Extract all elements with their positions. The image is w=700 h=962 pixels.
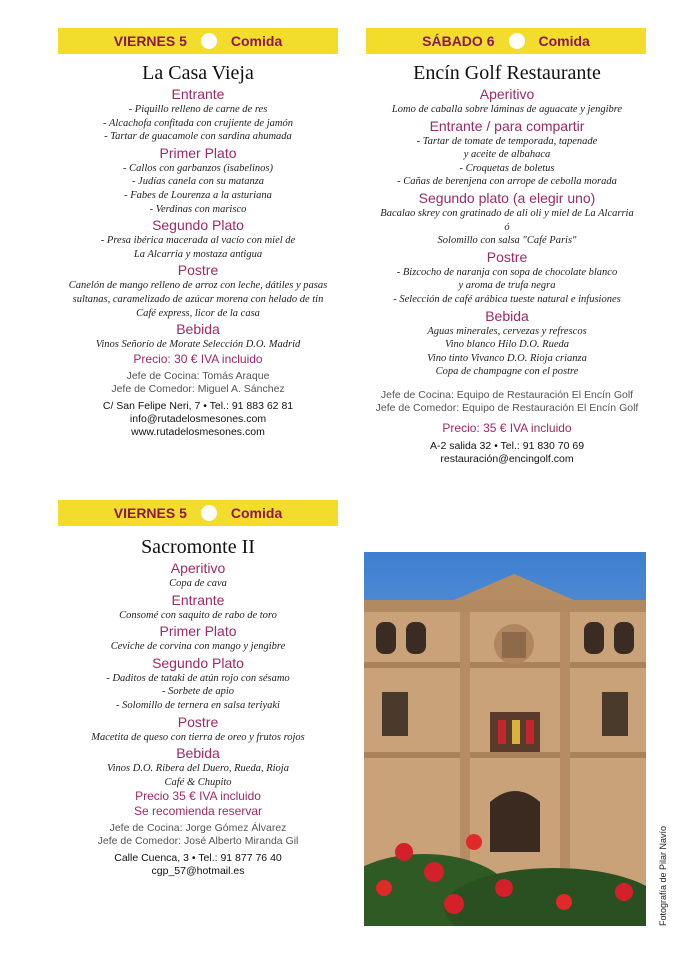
menu-item: sultanas, caramelizado de azúcar morena con helado de tin: [72, 293, 324, 305]
banner-meal: Comida: [230, 33, 283, 49]
dot-icon: [201, 33, 217, 49]
menu-item: Bacalao skrey con gratinado de ali oli y miel de La Alcarria: [380, 207, 634, 219]
menu-item: - Solomillo de ternera en salsa teriyaki: [116, 699, 280, 711]
menu-item: Vinos Señorío de Morate Selección D.O. Madrid: [95, 339, 301, 351]
menu-item: Copa de cava: [169, 578, 227, 589]
menu-sections: [362, 86, 652, 379]
restaurant-title: La Casa Vieja: [142, 62, 254, 84]
banner-day: VIERNES 5: [113, 505, 187, 521]
menu-item: Ceviche de corvina con mango y jengibre: [110, 641, 286, 653]
section-heading: Aperitivo: [479, 86, 535, 102]
banner-viernes-1: [58, 28, 338, 54]
website: www.rutadelosmesones.com: [131, 425, 265, 438]
menu-item: - Cañas de berenjena con arrope de cebolla morada: [397, 176, 617, 188]
menu-item: Vino blanco Hilo D.O. Rueda: [444, 339, 570, 351]
section-heading: Primer Plato: [159, 144, 237, 161]
menu-la-casa-vieja: [58, 62, 338, 439]
building-facade-image: [364, 552, 646, 926]
restaurant-title: Encín Golf Restaurante: [413, 62, 601, 84]
section-heading: Postre: [177, 713, 219, 730]
address-line: Calle Cuenca, 3 • Tel.: 91 877 76 40: [114, 852, 282, 865]
menu-item: - Selección de café arábica tueste natural e infusiones: [393, 293, 621, 305]
section-heading: Bebida: [176, 745, 220, 762]
staff-line: Jefe de Cocina: Equipo de Restauración El Encín Golf: [380, 388, 634, 401]
menu-item: - Sorbete de apio: [161, 686, 235, 698]
reservation-note: Se recomienda reservar: [133, 804, 263, 819]
menu-item: - Bizcocho de naranja con sopa de chocolate blanco: [396, 266, 618, 278]
dot-icon: [201, 505, 217, 521]
menu-item: Macetita de queso con tierra de oreo y frutos rojos: [91, 731, 305, 743]
price: Precio: 30 € IVA incluido: [133, 351, 263, 366]
menu-sections: [58, 86, 338, 352]
menu-item: Café & Chupito: [164, 776, 232, 788]
building-photo: [364, 552, 646, 926]
staff-line: Jefe de Comedor: Miguel A. Sánchez: [111, 382, 285, 395]
address-line: A-2 salida 32 • Tel.: 91 830 70 69: [429, 439, 585, 452]
menu-item: La Alcarria y mostaza antigua: [133, 248, 263, 260]
section-heading: Segundo Plato: [152, 217, 244, 234]
menu-item: - Tartar de tomate de temporada, tapenade: [416, 135, 598, 147]
menu-item: - Callos con garbanzos (isabelinos): [123, 162, 273, 174]
menu-item: ó: [504, 221, 510, 233]
staff-line: Jefe de Cocina: Tomás Araque: [126, 369, 270, 382]
menu-item: Vinos D.O. Ribera del Duero, Rueda, Rioja: [107, 763, 289, 775]
section-heading: Postre: [486, 248, 528, 265]
section-heading: Aperitivo: [170, 560, 226, 576]
banner-sabado: [366, 28, 646, 54]
section-heading: Primer Plato: [159, 623, 237, 640]
menu-item: - Tartar de guacamole con sardina ahumada: [104, 131, 292, 143]
menu-sacromonte-ii: [58, 536, 338, 878]
email: cgp_57@hotmail.es: [151, 865, 245, 878]
staff-line: Jefe de Cocina: Jorge Gómez Álvarez: [109, 822, 287, 835]
price: Precio 35 € IVA incluido: [135, 789, 261, 804]
menu-sections: [58, 560, 338, 789]
address-line: C/ San Felipe Neri, 7 • Tel.: 91 883 62 81: [102, 399, 294, 412]
menu-item: - Judías canela con su matanza: [131, 176, 265, 188]
section-heading: Entrante / para compartir: [429, 117, 585, 134]
menu-item: Solomillo con salsa "Café Paris": [437, 235, 577, 247]
menu-item: - Presa ibérica macerada al vacío con miel de: [100, 235, 296, 247]
menu-item: - Fabes de Lourenza a la asturiana: [124, 189, 272, 201]
staff-line: Jefe de Comedor: Equipo de Restauración El Encín Golf: [375, 401, 639, 414]
menu-item: - Alcachofa confitada con crujiente de jamón: [103, 117, 293, 129]
banner-meal: Comida: [538, 33, 590, 49]
banner-viernes-2: [58, 500, 338, 526]
menu-item: - Daditos de tataki de atún rojo con sésamo: [106, 672, 290, 684]
section-heading: Bebida: [485, 307, 529, 324]
section-heading: Postre: [177, 262, 219, 279]
section-heading: Bebida: [176, 321, 220, 338]
menu-encin-golf: [362, 62, 652, 466]
restaurant-title: Sacromonte II: [141, 536, 255, 558]
menu-item: - Verdinas con marisco: [149, 203, 247, 215]
menu-item: y aceite de albahaca: [463, 149, 551, 161]
banner-day: SÁBADO 6: [422, 33, 495, 49]
menu-item: Lomo de caballa sobre láminas de aguacate y jengibre: [391, 104, 623, 115]
email: info@rutadelosmesones.com: [129, 412, 267, 425]
banner-day: VIERNES 5: [113, 33, 187, 49]
dot-icon: [509, 33, 525, 49]
banner-meal: Comida: [230, 505, 283, 521]
staff-line: Jefe de Comedor: José Alberto Miranda Gil: [97, 835, 299, 848]
menu-item: - Piquillo relleno de carne de res: [128, 104, 268, 115]
menu-item: Aguas minerales, cervezas y refrescos: [427, 325, 587, 337]
photo-credit: Fotografía de Pilar Navío: [658, 825, 668, 926]
section-heading: Segundo Plato: [152, 654, 244, 671]
menu-item: Canelón de mango relleno de arroz con leche, dátiles y pasas: [68, 280, 328, 292]
menu-item: y aroma de trufa negra: [458, 280, 556, 292]
section-heading: Segundo plato (a elegir uno): [418, 189, 596, 206]
email: restauración@encingolf.com: [440, 452, 574, 465]
section-heading: Entrante: [171, 591, 225, 608]
price: Precio: 35 € IVA incluido: [442, 420, 572, 435]
section-heading: Entrante: [171, 86, 225, 102]
menu-item: Vino tinto Vivanco D.O. Rioja crianza: [427, 352, 587, 364]
menu-item: Copa de champagne con el postre: [435, 366, 579, 378]
menu-item: - Croquetas de boletus: [459, 162, 555, 174]
menu-item: Consomé con saquito de rabo de toro: [119, 609, 277, 621]
menu-item: Café express, licor de la casa: [136, 307, 260, 319]
